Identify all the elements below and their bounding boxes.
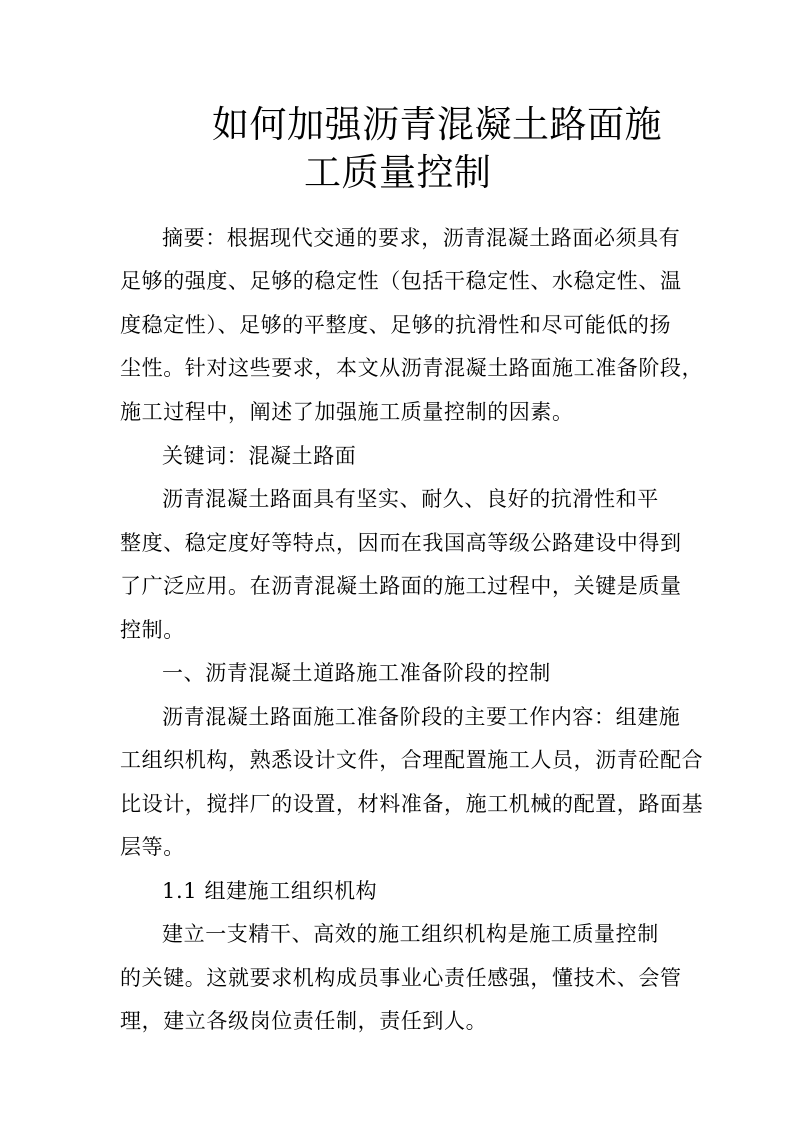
document-title-line-2: 工质量控制 [304,151,492,194]
subsection-1-1-line-3: 理，建立各级岗位责任制，责任到人。 [120,1009,488,1033]
abstract-line-4: 尘性。针对这些要求，本文从沥青混凝土路面施工准备阶段， [120,356,704,380]
section-1-line-2: 工组织机构，熟悉设计文件，合理配置施工人员，沥青砼配合 [120,748,704,772]
subsection-1-1-heading: 1.1 组建施工组织机构 [162,879,378,903]
intro-line-1: 沥青混凝土路面具有坚实、耐久、良好的抗滑性和平 [162,487,659,511]
subsection-1-1-line-2: 的关键。这就要求机构成员事业心责任感强，懂技术、会管 [120,966,682,990]
abstract-line-3: 度稳定性）、足够的平整度、足够的抗滑性和尽可能低的扬 [120,313,672,337]
section-1-line-1: 沥青混凝土路面施工准备阶段的主要工作内容：组建施 [162,705,681,729]
abstract-line-1: 摘要：根据现代交通的要求，沥青混凝土路面必须具有 [162,226,681,250]
subsection-1-1-line-1: 建立一支精干、高效的施工组织机构是施工质量控制 [162,922,659,946]
abstract-line-5: 施工过程中，阐述了加强施工质量控制的因素。 [120,400,574,424]
intro-line-4: 控制。 [120,618,185,642]
section-1-line-3: 比设计，搅拌厂的设置，材料准备，施工机械的配置，路面基 [120,792,704,816]
keywords-line: 关键词：混凝土路面 [162,444,357,468]
intro-line-3: 了广泛应用。在沥青混凝土路面的施工过程中，关键是质量 [120,574,682,598]
intro-line-2: 整度、稳定度好等特点，因而在我国高等级公路建设中得到 [120,531,682,555]
abstract-line-2: 足够的强度、足够的稳定性（包括干稳定性、水稳定性、温 [120,269,682,293]
document-title-line-1: 如何加强沥青混凝土路面施 [212,103,662,146]
section-1-line-4: 层等。 [120,835,185,859]
section-1-heading: 一、沥青混凝土道路施工准备阶段的控制 [162,661,551,685]
